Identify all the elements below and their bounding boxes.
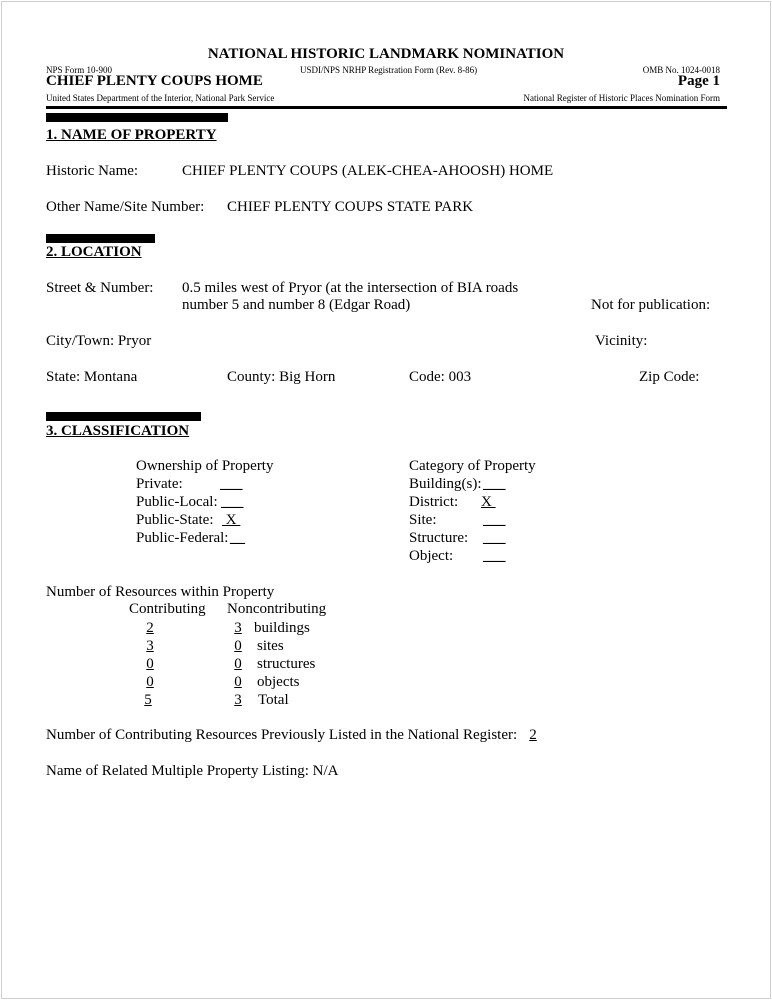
- category-label: Structure:: [409, 530, 469, 546]
- category-mark: ___: [483, 530, 506, 546]
- section-2-heading: 2. LOCATION: [46, 244, 142, 260]
- department: United States Department of the Interior, National Park Service: [46, 93, 275, 103]
- contributing-count: 0: [146, 674, 154, 690]
- ownership-label: Public-State:: [136, 512, 214, 528]
- contributing-count: 3: [146, 638, 154, 654]
- ownership-label: Public-Local:: [136, 494, 218, 510]
- vicinity: Vicinity:: [595, 333, 648, 349]
- ownership-mark: X: [222, 512, 241, 528]
- ownership-label: Private:: [136, 476, 183, 492]
- resource-type: Total: [258, 692, 289, 708]
- page-frame: [1, 1, 771, 999]
- historic-name-label: Historic Name:: [46, 163, 139, 179]
- city-town: City/Town: Pryor: [46, 333, 152, 349]
- noncontributing-count: 0: [234, 656, 242, 672]
- street-label: Street & Number:: [46, 280, 154, 296]
- resource-type: structures: [257, 656, 316, 672]
- state: State: Montana: [46, 369, 138, 385]
- category-label: Site:: [409, 512, 437, 528]
- section-bar: [46, 234, 155, 243]
- noncontributing-count: 3: [234, 620, 242, 636]
- section-bar: [46, 412, 201, 421]
- resource-type: buildings: [254, 620, 310, 636]
- form-number: NPS Form 10-900: [46, 65, 113, 75]
- previously-listed-label: Number of Contributing Resources Previously Listed in the National Register:: [46, 727, 518, 743]
- ownership-mark: ___: [221, 494, 244, 510]
- historic-name-value: CHIEF PLENTY COUPS (ALEK-CHEA-AHOOSH) HOME: [182, 163, 554, 179]
- noncontributing-count: 0: [234, 674, 242, 690]
- col-contributing: Contributing: [129, 601, 206, 617]
- category-label: Object:: [409, 548, 454, 564]
- street-line-2: number 5 and number 8 (Edgar Road): [182, 297, 411, 313]
- resource-type: objects: [257, 674, 300, 690]
- section-1-heading: 1. NAME OF PROPERTY: [46, 127, 217, 143]
- code: Code: 003: [409, 369, 472, 385]
- register-form: National Register of Historic Places Nomination Form: [523, 93, 720, 103]
- category-mark: ___: [483, 512, 506, 528]
- property-name-header: CHIEF PLENTY COUPS HOME: [46, 73, 263, 89]
- contributing-count: 0: [146, 656, 154, 672]
- section-bar: [46, 113, 228, 122]
- col-noncontributing: Noncontributing: [227, 601, 327, 617]
- zip-code: Zip Code:: [639, 369, 700, 385]
- category-mark: ___: [483, 476, 506, 492]
- category-label: District:: [409, 494, 459, 510]
- ownership-title: Ownership of Property: [136, 458, 274, 474]
- not-for-publication: Not for publication:: [591, 297, 711, 313]
- multiple-property-listing: Name of Related Multiple Property Listing: N/A: [46, 763, 339, 779]
- other-name-label: Other Name/Site Number:: [46, 199, 205, 215]
- ownership-label: Public-Federal:: [136, 530, 229, 546]
- category-mark: ___: [483, 548, 506, 564]
- category-label: Building(s):: [409, 476, 482, 492]
- previously-listed-value: 2: [529, 727, 537, 743]
- registration-form: USDI/NPS NRHP Registration Form (Rev. 8-86): [300, 65, 478, 75]
- ownership-mark: ___: [220, 476, 243, 492]
- contributing-count: 2: [146, 620, 154, 636]
- noncontributing-count: 0: [234, 638, 242, 654]
- county: County: Big Horn: [227, 369, 336, 385]
- category-title: Category of Property: [409, 458, 536, 474]
- street-line-1: 0.5 miles west of Pryor (at the intersection of BIA roads: [182, 280, 519, 296]
- page-number: Page 1: [677, 73, 720, 89]
- contributing-count: 5: [144, 692, 152, 708]
- section-3-heading: 3. CLASSIFICATION: [46, 423, 190, 439]
- document-title: NATIONAL HISTORIC LANDMARK NOMINATION: [207, 46, 565, 62]
- resources-title: Number of Resources within Property: [46, 584, 275, 600]
- other-name-value: CHIEF PLENTY COUPS STATE PARK: [227, 199, 474, 215]
- omb-number: OMB No. 1024-0018: [642, 65, 720, 75]
- ownership-mark: __: [230, 530, 245, 546]
- noncontributing-count: 3: [234, 692, 242, 708]
- header-rule: [46, 106, 727, 109]
- category-mark: X: [481, 494, 496, 510]
- resource-type: sites: [257, 638, 284, 654]
